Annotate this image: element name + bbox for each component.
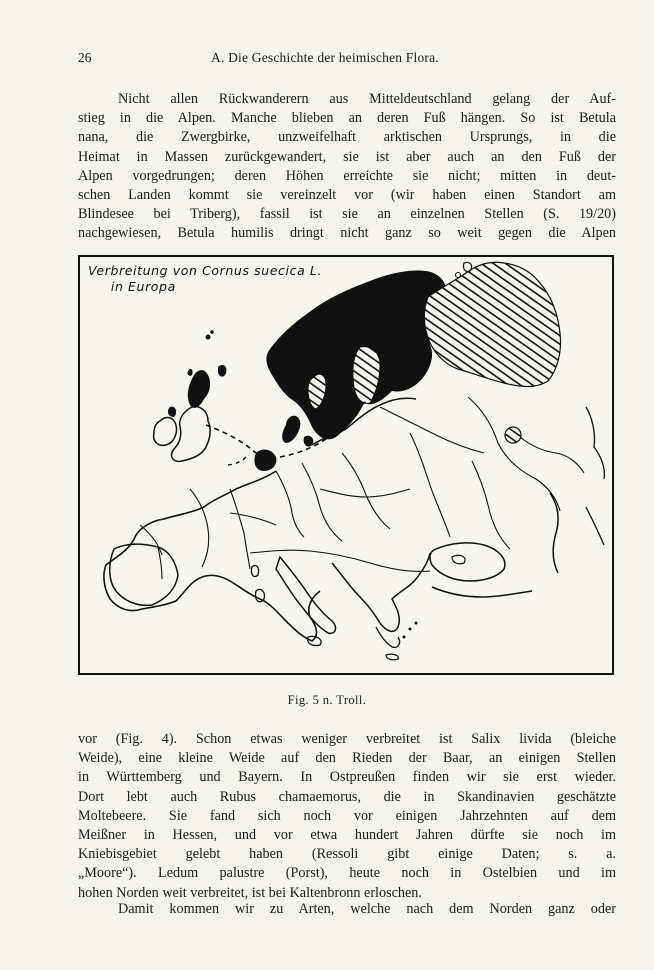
- text-line: schen Landen kommt sie vereinzelt vor (wir haben einen Standort am: [78, 187, 616, 204]
- iberia: [110, 544, 178, 605]
- great-britain: [172, 407, 211, 462]
- text-line: nana, die Zwergbirke, unzweifelhaft arktischen Ursprungs, in die: [78, 129, 616, 146]
- river-elbe: [276, 471, 304, 537]
- text-line: vor (Fig. 4). Schon etwas weniger verbreitet ist Salix livida (bleiche: [78, 731, 616, 747]
- river-volga: [468, 397, 560, 511]
- north-germany-range: [254, 450, 276, 471]
- paragraph-2: [78, 730, 616, 903]
- river-rhine: [230, 489, 250, 569]
- text-line: Nicht allen Rückwanderern aus Mitteldeutschland gelang der Auf-: [118, 91, 616, 107]
- text-line: Kniebisgebiet gelebt haben (Ressoli gibt einige Daten; s. a.: [78, 846, 616, 863]
- text-line: Blindesee bei Triberg), fassil ist sie an einzelnen Stellen (S. 19/20): [78, 206, 616, 223]
- text-line: Heimat in Massen zurückgewandert, sie ist aber auch an den Fuß der: [78, 148, 616, 165]
- text-line: hohen Norden weit verbreitet, ist bei Kaltenbronn erloschen.: [78, 884, 422, 901]
- map-title-line-1: Verbreitung von Cornus suecica L.: [88, 263, 323, 278]
- text-line: „Moore“). Ledum palustre (Porst), heute noch in Ostelbien und im: [78, 865, 616, 882]
- figure-caption: Fig. 5 n. Troll.: [287, 693, 367, 707]
- page-header: [78, 50, 618, 70]
- scotland-range: [188, 370, 210, 408]
- text-line: nachgewiesen, Betula humilis dringt nicht ganz so weit gegen die Alpen: [78, 225, 616, 242]
- russia-hatched-spot: [505, 427, 521, 443]
- text-line: stieg in die Alpen. Manche blieben an deren Fuß hängen. So ist Betula: [78, 110, 616, 127]
- paragraph-1: [78, 90, 616, 244]
- text-line: Moltebeere. Sie fand sich noch vor einigen Jahrzehnten auf dem: [78, 807, 616, 824]
- ireland: [154, 418, 177, 446]
- black-sea: [430, 543, 505, 581]
- text-line: Dort lebt auch Rubus chamaemorus, die in Skandinavien geschätzte: [78, 788, 616, 805]
- map-title-line-2: in Europa: [110, 279, 176, 294]
- distribution-map-figure: [78, 255, 614, 675]
- europe-map: [80, 257, 612, 673]
- running-head: A. Die Geschichte der heimischen Flora.: [211, 50, 439, 65]
- russia-hatched-range: [424, 262, 560, 386]
- text-line: Weide), eine kleine Weide auf den Rieden der Baar, an einigen Stellen: [78, 750, 616, 767]
- page-number: 26: [78, 50, 92, 65]
- paragraph-3: [78, 900, 616, 919]
- text-line: in Württemberg und Bayern. In Ostpreußen finden wir sie erst wieder.: [78, 769, 616, 786]
- italy: [276, 557, 335, 633]
- map-title: [88, 263, 322, 295]
- balkans-greece: [332, 553, 430, 631]
- river-dnieper: [410, 433, 450, 537]
- text-line: Damit kommen wir zu Arten, welche nach dem Norden ganz oder: [118, 901, 616, 917]
- text-line: Alpen vorgedrungen; deren Höhen erreichte sie nicht; mitten in deut-: [78, 167, 616, 184]
- text-line: Meißner in Hessen, und vor etwa hundert Jahren dürfte sie noch im: [78, 827, 616, 844]
